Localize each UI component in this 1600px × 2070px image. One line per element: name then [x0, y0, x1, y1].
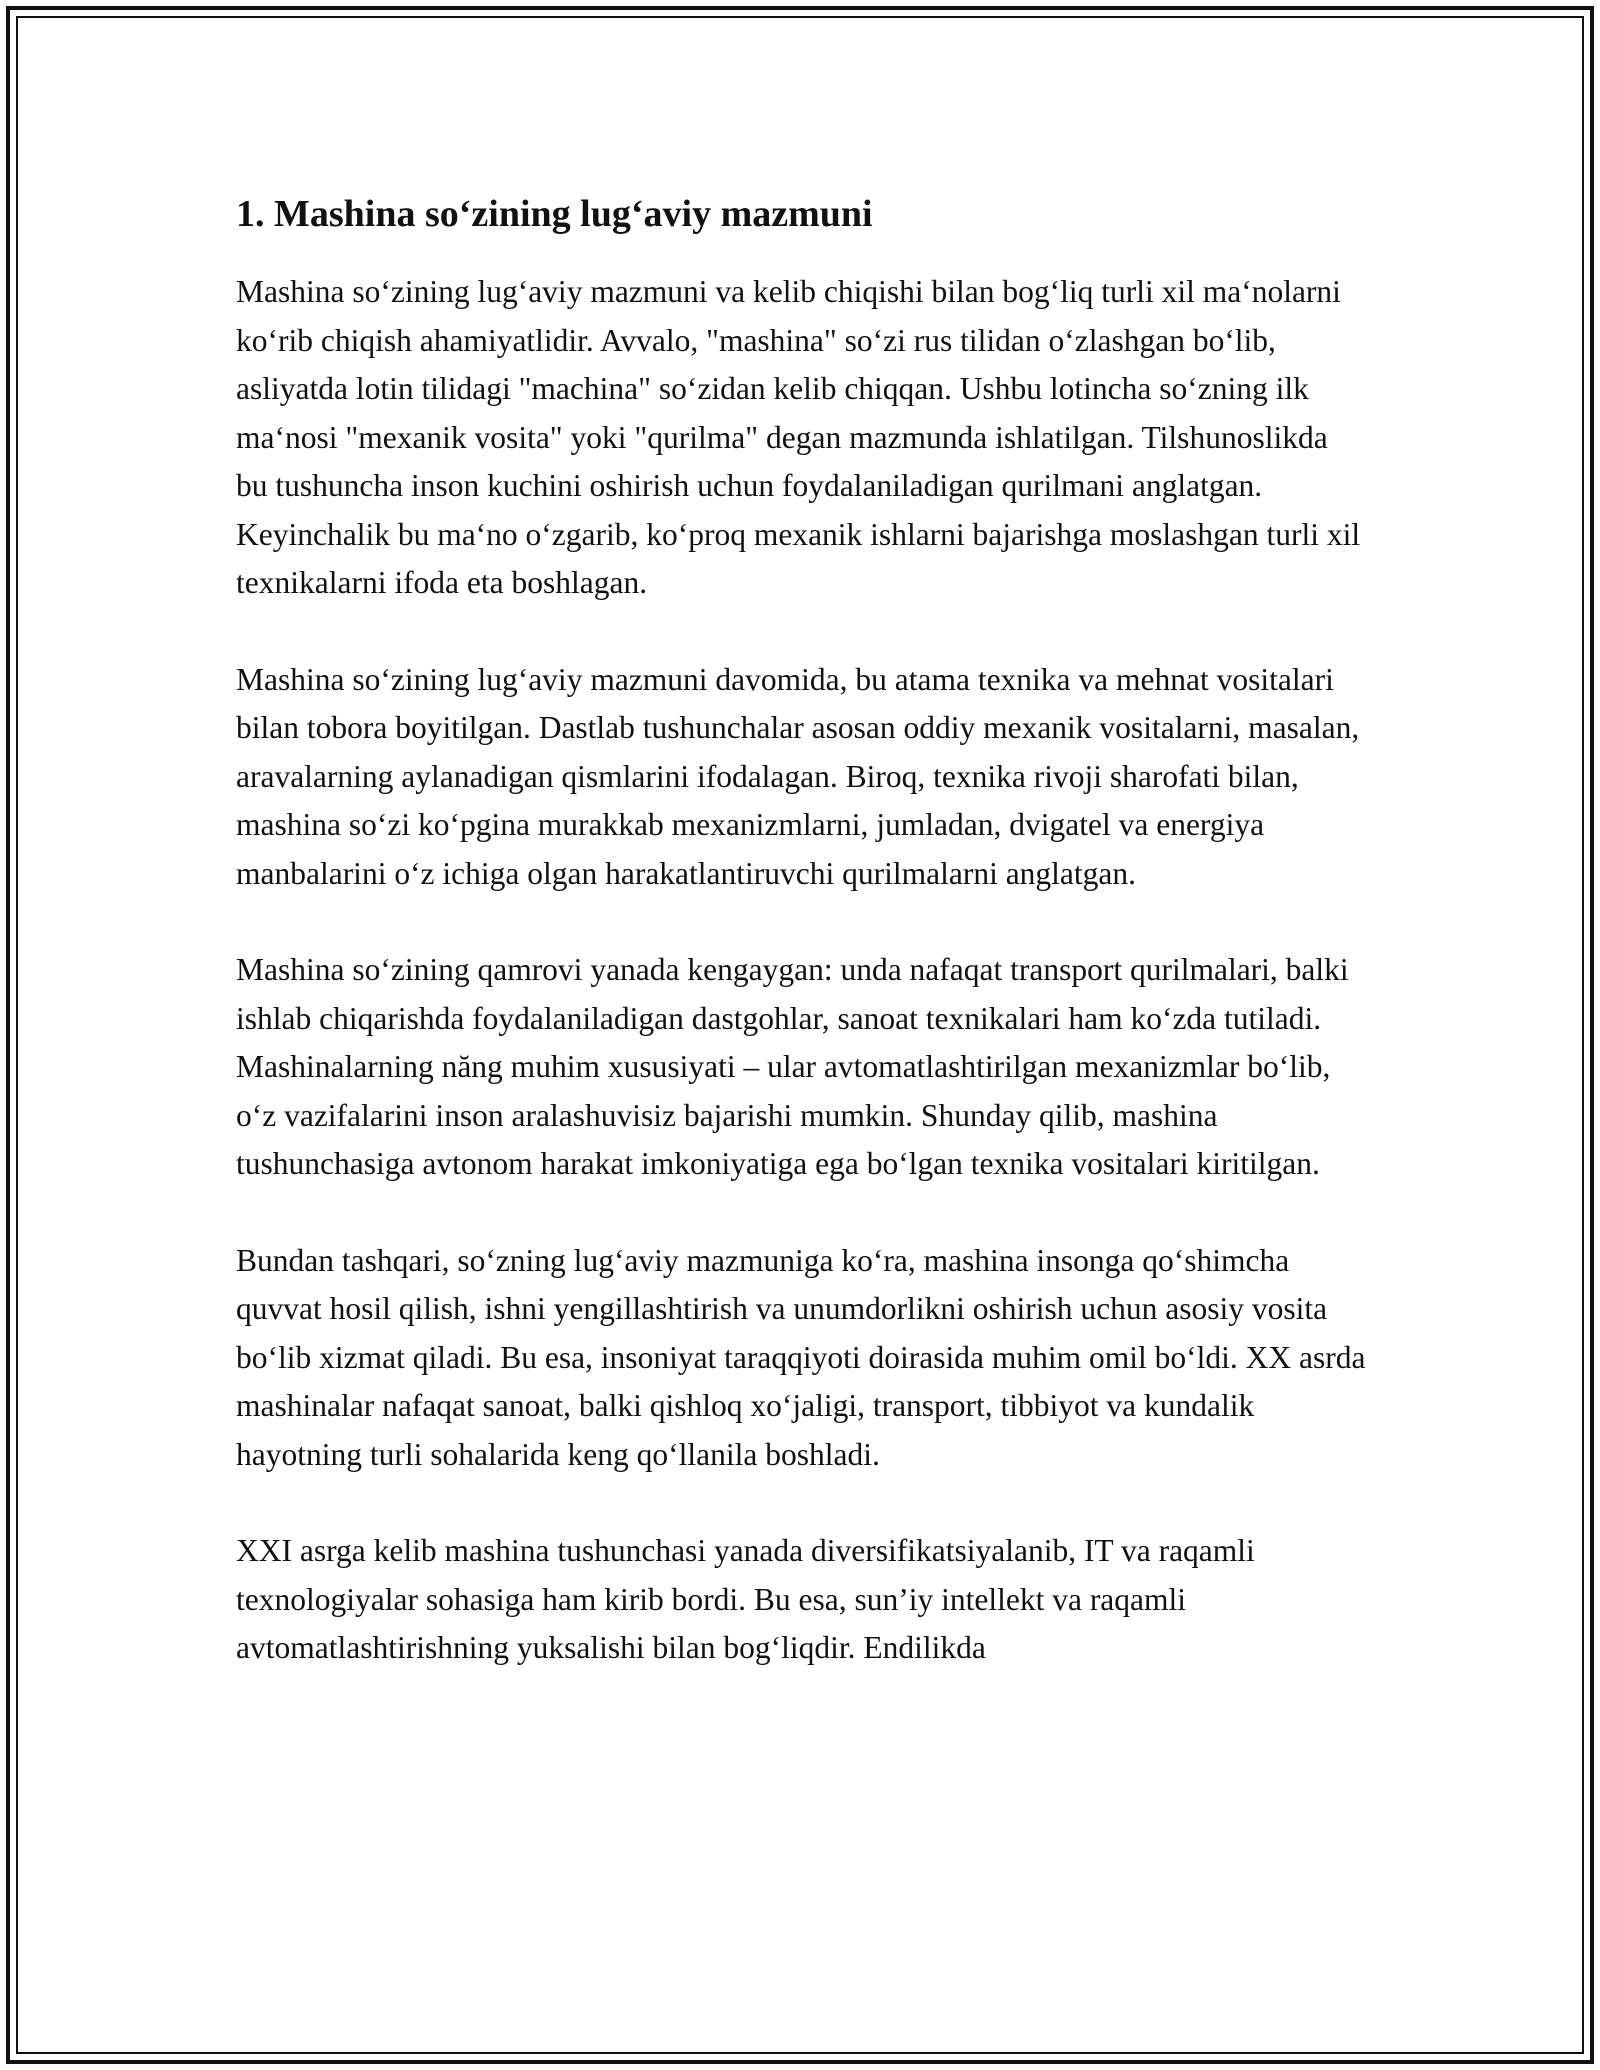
paragraph-3: Mashina so‘zining qamrovi yanada kengaygan: unda nafaqat transport qurilmalari, balki ishlab chiqarishda foydalaniladigan dastgohlar, sanoat texnikalari ham ko‘zda tutiladi. Mashinalarning năng muhim xususiyati – ular avtomatlashtirilgan mexanizmlar bo‘lib, o‘z vazifalarini inson aralashuvisiz bajarishi mumkin. Shunday qilib, mashina tushunchasiga avtonom harakat imkoniyatiga ega bo‘lgan texnika vositalari kiritilgan.	[236, 952, 1349, 1181]
paragraph-1: Mashina so‘zining lug‘aviy mazmuni va kelib chiqishi bilan bog‘liq turli xil ma‘nolarni ko‘rib chiqish ahamiyatlidir. Avvalo, "mashina" so‘zi rus tilidan o‘zlashgan bo‘lib, asliyatda lotin tilidagi "machina" so‘zidan kelib chiqqan. Ushbu lotincha so‘zning ilk ma‘nosi "mexanik vosita" yoki "qurilma" degan mazmunda ishlatilgan. Tilshunoslikda bu tushuncha inson kuchini oshirish uchun foydalaniladigan qurilmani anglatgan. Keyinchalik bu ma‘no o‘zgarib, ko‘proq mexanik ishlarni bajarishga moslashgan turli xil texnikalarni ifoda eta boshlagan.	[236, 274, 1361, 600]
paragraph-2: Mashina so‘zining lug‘aviy mazmuni davomida, bu atama texnika va mehnat vositalari bilan tobora boyitilgan. Dastlab tushunchalar asosan oddiy mexanik vositalarni, masalan, aravalarning aylanadigan qismlarini ifodalagan. Biroq, texnika rivoji sharofati bilan, mashina so‘zi ko‘pgina murakkab mexanizmlarni, jumladan, dvigatel va energiya manbalarini o‘z ichiga olgan harakatlantiruvchi qurilmalarni anglatgan.	[236, 661, 1360, 891]
section-heading: 1. Mashina so‘zining lug‘aviy mazmuni	[236, 193, 873, 235]
paragraph-5: XXI asrga kelib mashina tushunchasi yanada diversifikatsiyalanib, IT va raqamli texnologiyalar sohasiga ham kirib bordi. Bu esa, sun’iy intellekt va raqamli avtomatlashtirishning yuksalishi bilan bog‘liqdir. Endilikda	[236, 1533, 1255, 1665]
paragraph-4: Bundan tashqari, so‘zning lug‘aviy mazmuniga ko‘ra, mashina insonga qo‘shimcha quvvat hosil qilish, ishni yengillashtirish va unumdorlikni oshirish uchun asosiy vosita bo‘lib xizmat qiladi. Bu esa, insoniyat taraqqiyoti doirasida muhim omil bo‘ldi. XX asrda mashinalar nafaqat sanoat, balki qishloq xo‘jaligi, transport, tibbiyot va kundalik hayotning turli sohalarida keng qo‘llanila boshladi.	[236, 1242, 1366, 1472]
document-body	[236, 186, 1366, 1721]
